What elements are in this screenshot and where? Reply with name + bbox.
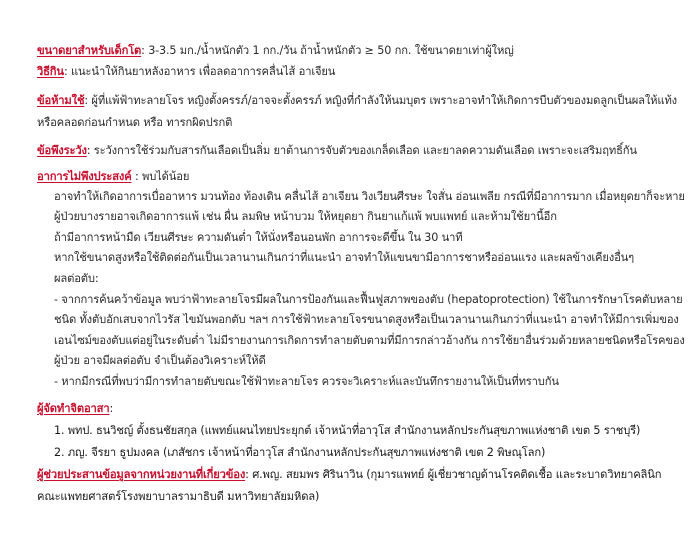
precautions-label: ข้อพึงระวัง [37,144,87,157]
liver-effect-line: - จากการค้นคว้าข้อมูล พบว่าฟ้าทะลายโจรมีผลในการป้องกันและฟื้นฟูสภาพของตับ (hepatoprotection) ใช้ในการรักษาโรคตับหลาย [54,293,683,306]
contraindications-text-2: หรือคลอดก่อนกำหนด หรือ ทารกผิดปรกติ [37,116,233,129]
coordinator-label: ผู้ช่วยประสานข้อมูลจากหน่วยงานที่เกี่ยวข้อง [37,468,246,481]
contraindications-label: ข้อห้ามใช้ [37,94,85,107]
usage-text: : แนะนำให้กินยาหลังอาหาร เพื่อลดอาการคลื่นไส้ อาเจียน [63,65,336,78]
side-effects-summary: : พบได้น้อย [131,170,190,183]
precautions-text: : ระวังการใช้ร่วมกับสารกันเลือดเป็นลิ่ม ยาต้านการจับตัวของเกล็ดเลือด และยาลดความดันเลือด เพราะจะเสริมฤทธิ์กัน [86,144,637,157]
precautions-line [37,143,637,159]
liver-effect-heading: ผลต่อตับ: [54,272,99,285]
contraindications-text-1: : ผู้ที่แพ้ฟ้าทะลายโจร หญิงตั้งครรภ์/อาจจะตั้งครรภ์ หญิงที่กำลังให้นมบุตร เพราะอาจทำให้เกิดการบีบตัวของมดลูกเป็นผลให้แท้ง [84,94,677,107]
authors-label: ผู้จัดทำจิตอาสา [37,402,110,415]
coordinator-text-1: : ศ.พญ. สยมพร ศิรินาวิน (กุมารแพทย์ ผู้เชี่ยวชาญด้านโรคติดเชื้อ และระบาดวิทยาคลินิก [245,468,662,481]
coordinator-line-1 [37,467,661,483]
authors-heading [37,401,113,417]
usage-line [37,64,335,80]
side-effects-heading [37,169,189,185]
side-effect-line: อาจทำให้เกิดอาการเบื่ออาหาร มวนท้อง ท้องเดิน คลื่นไส้ อาเจียน วิงเวียนศีรษะ ใจสั่น อ่อนเพลีย กรณีที่มีอาการมาก เมื่อหยุดยาก็จะหาย [54,190,685,203]
side-effects-label: อาการไม่พึงประสงค์ [37,170,132,183]
authors-colon: : [109,402,114,415]
side-effect-line: ถ้ามีอาการหน้ามืด เวียนศีรษะ ความดันต่ำ ให้นั่งหรือนอนพัก อาการจะดีขึ้น ใน 30 นาที [54,231,463,244]
contraindications-line-2 [37,115,232,131]
liver-effect-line: - หากมีกรณีที่พบว่ามีการทำลายตับขณะใช้ฟ้าทะลายโจร ควรจะวิเคราะห์และบันทึกรายงานให้เป็นที่ทราบกัน [54,375,559,388]
usage-label: วิธีกิน [37,65,64,78]
side-effect-line: ผู้ป่วยบางรายอาจเกิดอาการแพ้ เช่น ผื่น ลมพิษ หน้าบวม ให้หยุดยา กินยาแก้แพ้ พบแพทย์ และห้ามใช้ยานี้อีก [54,210,557,223]
author-item: 2. ภญ. จีรยา ธูปมงคล (เภสัชกร เจ้าหน้าที่อาวุโส สำนักงานหลักประกันสุขภาพแห่งชาติ เขต 2 พิษณุโลก) [54,446,546,459]
dosage-line [37,43,514,59]
liver-effect-line: ชนิด ทั้งตับอักเสบจากไวรัส ไขมันพอกตับ ฯลฯ การใช้ฟ้าทะลายโจรขนาดสูงหรือเป็นเวลานานเกินกว่าที่แนะนำ อาจทำให้มีการเพิ่มของ [54,313,679,326]
coordinator-text-2: คณะแพทยศาสตร์โรงพยาบาลรามาธิบดี มหาวิทยาลัยมหิดล) [37,490,320,503]
liver-effect-line: ผู้ป่วย อาจมีผลต่อตับ จำเป็นต้องวิเคราะห์ให้ดี [54,354,266,367]
dosage-label: ขนาดยาสำหรับเด็กโต [37,44,142,57]
liver-effect-line: เอนไซม์ของตับแต่อยู่ในระดับต่ำ ไม่มีรายงานการเกิดการทำลายตับตามที่มีการกล่าวอ้างกัน การใช้ยาอื่นร่วมด้วยหลายชนิดหรือโรคของ [54,334,685,347]
contraindications-line-1 [37,93,677,109]
side-effect-line: หากใช้ขนาดสูงหรือใช้ติดต่อกันเป็นเวลานานเกินกว่าที่แนะนำ อาจทำให้แขนขามีอาการชาหรืออ่อนแรง และผลข้างเคียงอื่นๆ [54,251,635,264]
dosage-text: : 3-3.5 มก./น้ำหนักตัว 1 กก./วัน ถ้าน้ำหนักตัว ≥ 50 กก. ใช้ขนาดยาเท่าผู้ใหญ่ [141,44,514,57]
coordinator-line-2 [37,489,319,505]
author-item: 1. พทป. ธนวิชญ์ ตั้งธนชัยสกุล (แพทย์แผนไทยประยุกต์ เจ้าหน้าที่อาวุโส สำนักงานหลักประกันสุขภาพแห่งชาติ เขต 5 ราชบุรี) [54,424,641,437]
